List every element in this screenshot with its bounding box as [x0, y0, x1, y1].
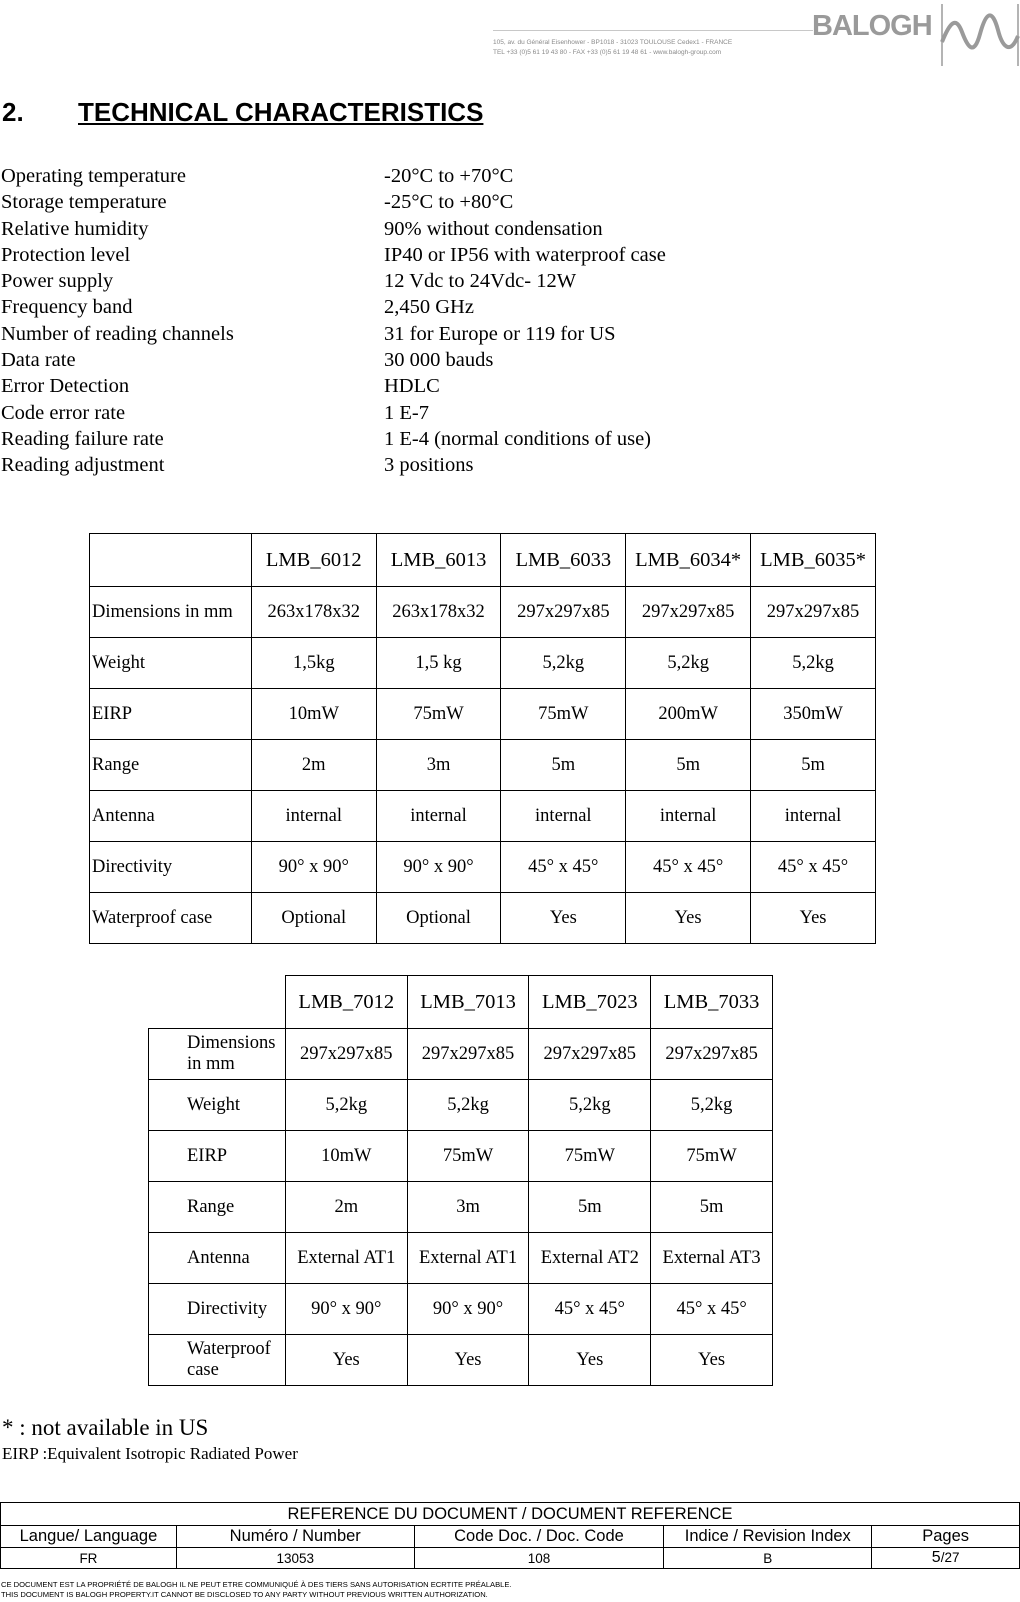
table-cell: 1,5kg	[251, 638, 376, 689]
table-cell: 75mW	[529, 1131, 651, 1182]
spec-value: 1 E-4 (normal conditions of use)	[384, 427, 652, 450]
spec-value: 30 000 bauds	[384, 349, 494, 372]
table-cell: 5,2kg	[501, 638, 626, 689]
table-cell: 5,2kg	[407, 1080, 529, 1131]
table-cell: 5,2kg	[285, 1080, 407, 1131]
spec-label: Data rate	[1, 349, 76, 372]
spec-label: Reading failure rate	[1, 427, 164, 450]
confidentiality-disclaimer	[1, 1580, 512, 1599]
spec-label: Number of reading channels	[1, 322, 234, 345]
table-cell: internal	[501, 791, 626, 842]
row-label: Weight	[90, 638, 252, 689]
row-label: Weight	[149, 1080, 286, 1131]
spec-row	[1, 294, 781, 320]
table-cell: 75mW	[376, 689, 501, 740]
spec-row	[1, 242, 781, 268]
table-cell: 1,5 kg	[376, 638, 501, 689]
table-cell: 45° x 45°	[529, 1284, 651, 1335]
table-cell: 297x297x85	[651, 1029, 773, 1080]
table-row	[90, 638, 876, 689]
column-header: LMB_6013	[376, 534, 501, 587]
spec-label: Error Detection	[1, 375, 130, 398]
table-row	[149, 1233, 773, 1284]
reference-title: REFERENCE DU DOCUMENT / DOCUMENT REFERENCE	[1, 1503, 1020, 1526]
value-doc-code: 108	[414, 1548, 664, 1569]
table-cell: Yes	[501, 893, 626, 944]
table-cell: Yes	[651, 1335, 773, 1386]
spec-label: Power supply	[1, 270, 114, 293]
spec-label: Operating temperature	[1, 165, 186, 187]
row-label: Dimensions in mm	[90, 587, 252, 638]
row-label: Range	[90, 740, 252, 791]
page-current: 5	[931, 1549, 941, 1566]
table-cell: 75mW	[407, 1131, 529, 1182]
table-row	[90, 587, 876, 638]
row-label: Antenna	[90, 791, 252, 842]
row-label: Range	[149, 1182, 286, 1233]
footnote-not-available: * : not available in US	[2, 1415, 209, 1440]
table-cell: Yes	[407, 1335, 529, 1386]
table-cell: 5m	[751, 740, 876, 791]
table-cell: 10mW	[285, 1131, 407, 1182]
table-cell: Yes	[285, 1335, 407, 1386]
table-cell: 5m	[626, 740, 751, 791]
spec-value: IP40 or IP56 with waterproof case	[384, 243, 666, 266]
table-row	[90, 740, 876, 791]
spec-value: 12 Vdc to 24Vdc- 12W	[384, 270, 577, 293]
lmb-7000-table	[148, 975, 773, 1386]
spec-row	[1, 216, 781, 242]
table-cell: 75mW	[651, 1131, 773, 1182]
table-cell: 90° x 90°	[251, 842, 376, 893]
table-row	[149, 1080, 773, 1131]
column-header: LMB_7012	[285, 976, 407, 1029]
company-address	[493, 38, 803, 58]
row-label: Dimensions in mm	[149, 1029, 286, 1080]
table-cell: Optional	[251, 893, 376, 944]
wave-logo-icon	[940, 4, 1020, 66]
disclaimer-fr: CE DOCUMENT EST LA PROPRIÉTÉ DE BALOGH IL NE PEUT ETRE COMMUNIQUÉ À DES TIERS SANS AUTORISATION ECRTITE PRÉALABLE.	[1, 1580, 512, 1589]
spec-row	[1, 163, 781, 189]
column-header: LMB_7033	[651, 976, 773, 1029]
table-cell: 5m	[651, 1182, 773, 1233]
table-cell: 45° x 45°	[751, 842, 876, 893]
table-cell: External AT1	[407, 1233, 529, 1284]
lmb-6000-table	[89, 533, 876, 944]
table-cell: 263x178x32	[251, 587, 376, 638]
spec-label: Code error rate	[1, 401, 126, 424]
table-cell: 297x297x85	[529, 1029, 651, 1080]
table-cell: 10mW	[251, 689, 376, 740]
table-cell: internal	[376, 791, 501, 842]
table-cell: internal	[251, 791, 376, 842]
spec-label: Protection level	[1, 243, 131, 266]
address-line-2: TEL +33 (0)5 61 19 43 80 - FAX +33 (0)5 61 19 48 61 - www.balogh-group.com	[493, 49, 722, 56]
address-line-1: 105, av. du Général Eisenhower - BP1018 - 31023 TOULOUSE Cedex1 - FRANCE	[493, 39, 733, 46]
header-number: Numéro / Number	[176, 1526, 414, 1548]
row-label: Directivity	[90, 842, 252, 893]
spec-value: 2,450 GHz	[384, 296, 474, 319]
spec-row	[1, 347, 781, 373]
row-label: Antenna	[149, 1233, 286, 1284]
table-cell: 90° x 90°	[285, 1284, 407, 1335]
table-row	[149, 1029, 773, 1080]
column-header: LMB_6033	[501, 534, 626, 587]
table-cell: 5m	[529, 1182, 651, 1233]
table-cell: External AT3	[651, 1233, 773, 1284]
table-cell: 5,2kg	[529, 1080, 651, 1131]
table-row	[149, 1284, 773, 1335]
value-language: FR	[1, 1548, 177, 1569]
table-cell: 297x297x85	[407, 1029, 529, 1080]
header-pages: Pages	[872, 1526, 1020, 1548]
footnote-eirp-definition: EIRP :Equivalent Isotropic Radiated Power	[2, 1444, 298, 1463]
column-header: LMB_7023	[529, 976, 651, 1029]
table-cell: 5,2kg	[751, 638, 876, 689]
spec-value: 1 E-7	[384, 401, 429, 424]
table-row	[90, 893, 876, 944]
table-row	[90, 842, 876, 893]
spec-value: 90% without condensation	[384, 217, 603, 240]
header-rule	[493, 30, 813, 31]
table-corner-cell	[149, 976, 286, 1029]
spec-row	[1, 452, 781, 478]
table-cell: 297x297x85	[285, 1029, 407, 1080]
table-cell: 350mW	[751, 689, 876, 740]
spec-row	[1, 426, 781, 452]
table-cell: External AT1	[285, 1233, 407, 1284]
spec-row	[1, 373, 781, 399]
table-cell: 45° x 45°	[501, 842, 626, 893]
row-label: Directivity	[149, 1284, 286, 1335]
table-cell: 3m	[407, 1182, 529, 1233]
row-label: EIRP	[149, 1131, 286, 1182]
value-number: 13053	[176, 1548, 414, 1569]
header-doc-code: Code Doc. / Doc. Code	[414, 1526, 664, 1548]
table-cell: 90° x 90°	[407, 1284, 529, 1335]
column-header: LMB_7013	[407, 976, 529, 1029]
spec-label: Frequency band	[1, 296, 133, 319]
table-cell: 3m	[376, 740, 501, 791]
spec-row	[1, 321, 781, 347]
table-cell: 2m	[285, 1182, 407, 1233]
spec-list	[1, 163, 781, 479]
table-cell: External AT2	[529, 1233, 651, 1284]
table-row	[149, 1182, 773, 1233]
value-revision: B	[664, 1548, 872, 1569]
header-revision: Indice / Revision Index	[664, 1526, 872, 1548]
section-number: 2.	[2, 97, 24, 127]
table-row	[149, 1131, 773, 1182]
spec-label: Storage temperature	[1, 191, 167, 214]
spec-value: 31 for Europe or 119 for US	[384, 322, 616, 345]
table-cell: 200mW	[626, 689, 751, 740]
spec-label: Reading adjustment	[1, 454, 165, 477]
table-cell: 2m	[251, 740, 376, 791]
disclaimer-en: THIS DOCUMENT IS BALOGH PROPERTY.IT CANNOT BE DISCLOSED TO ANY PARTY WITHOUT PREVIOUS WRITTEN AUTHORIZATION.	[1, 1589, 488, 1599]
table-cell: 45° x 45°	[626, 842, 751, 893]
row-label: Waterproof case	[149, 1335, 286, 1386]
table-cell: internal	[751, 791, 876, 842]
spec-row	[1, 268, 781, 294]
table-cell: 75mW	[501, 689, 626, 740]
table-cell: 297x297x85	[501, 587, 626, 638]
company-logo-text: BALOGH	[812, 10, 932, 42]
header-language: Langue/ Language	[1, 1526, 177, 1548]
column-header: LMB_6034*	[626, 534, 751, 587]
table-cell: 5,2kg	[651, 1080, 773, 1131]
row-label: EIRP	[90, 689, 252, 740]
column-header: LMB_6012	[251, 534, 376, 587]
table-row	[149, 1335, 773, 1386]
table-cell: Yes	[751, 893, 876, 944]
table-cell: Yes	[626, 893, 751, 944]
table-cell: 297x297x85	[626, 587, 751, 638]
table-cell: internal	[626, 791, 751, 842]
table-row	[90, 791, 876, 842]
table-cell: 297x297x85	[751, 587, 876, 638]
spec-label: Relative humidity	[1, 217, 149, 240]
table-row	[90, 689, 876, 740]
section-title: TECHNICAL CHARACTERISTICS	[78, 97, 484, 127]
spec-value: HDLC	[384, 375, 440, 398]
spec-value: -20°C to +70°C	[384, 165, 514, 187]
document-reference-table	[0, 1502, 1020, 1569]
table-cell: Optional	[376, 893, 501, 944]
table-cell: 263x178x32	[376, 587, 501, 638]
table-cell: 5m	[501, 740, 626, 791]
column-header: LMB_6035*	[751, 534, 876, 587]
value-pages	[872, 1548, 1020, 1569]
table-cell: Yes	[529, 1335, 651, 1386]
table-corner-cell	[90, 534, 252, 587]
section-heading	[2, 97, 483, 128]
spec-value: -25°C to +80°C	[384, 191, 514, 214]
row-label: Waterproof case	[90, 893, 252, 944]
table-cell: 90° x 90°	[376, 842, 501, 893]
table-cell: 45° x 45°	[651, 1284, 773, 1335]
page-total: /27	[940, 1550, 960, 1565]
spec-row	[1, 400, 781, 426]
spec-row	[1, 189, 781, 215]
spec-value: 3 positions	[384, 454, 474, 477]
table-cell: 5,2kg	[626, 638, 751, 689]
